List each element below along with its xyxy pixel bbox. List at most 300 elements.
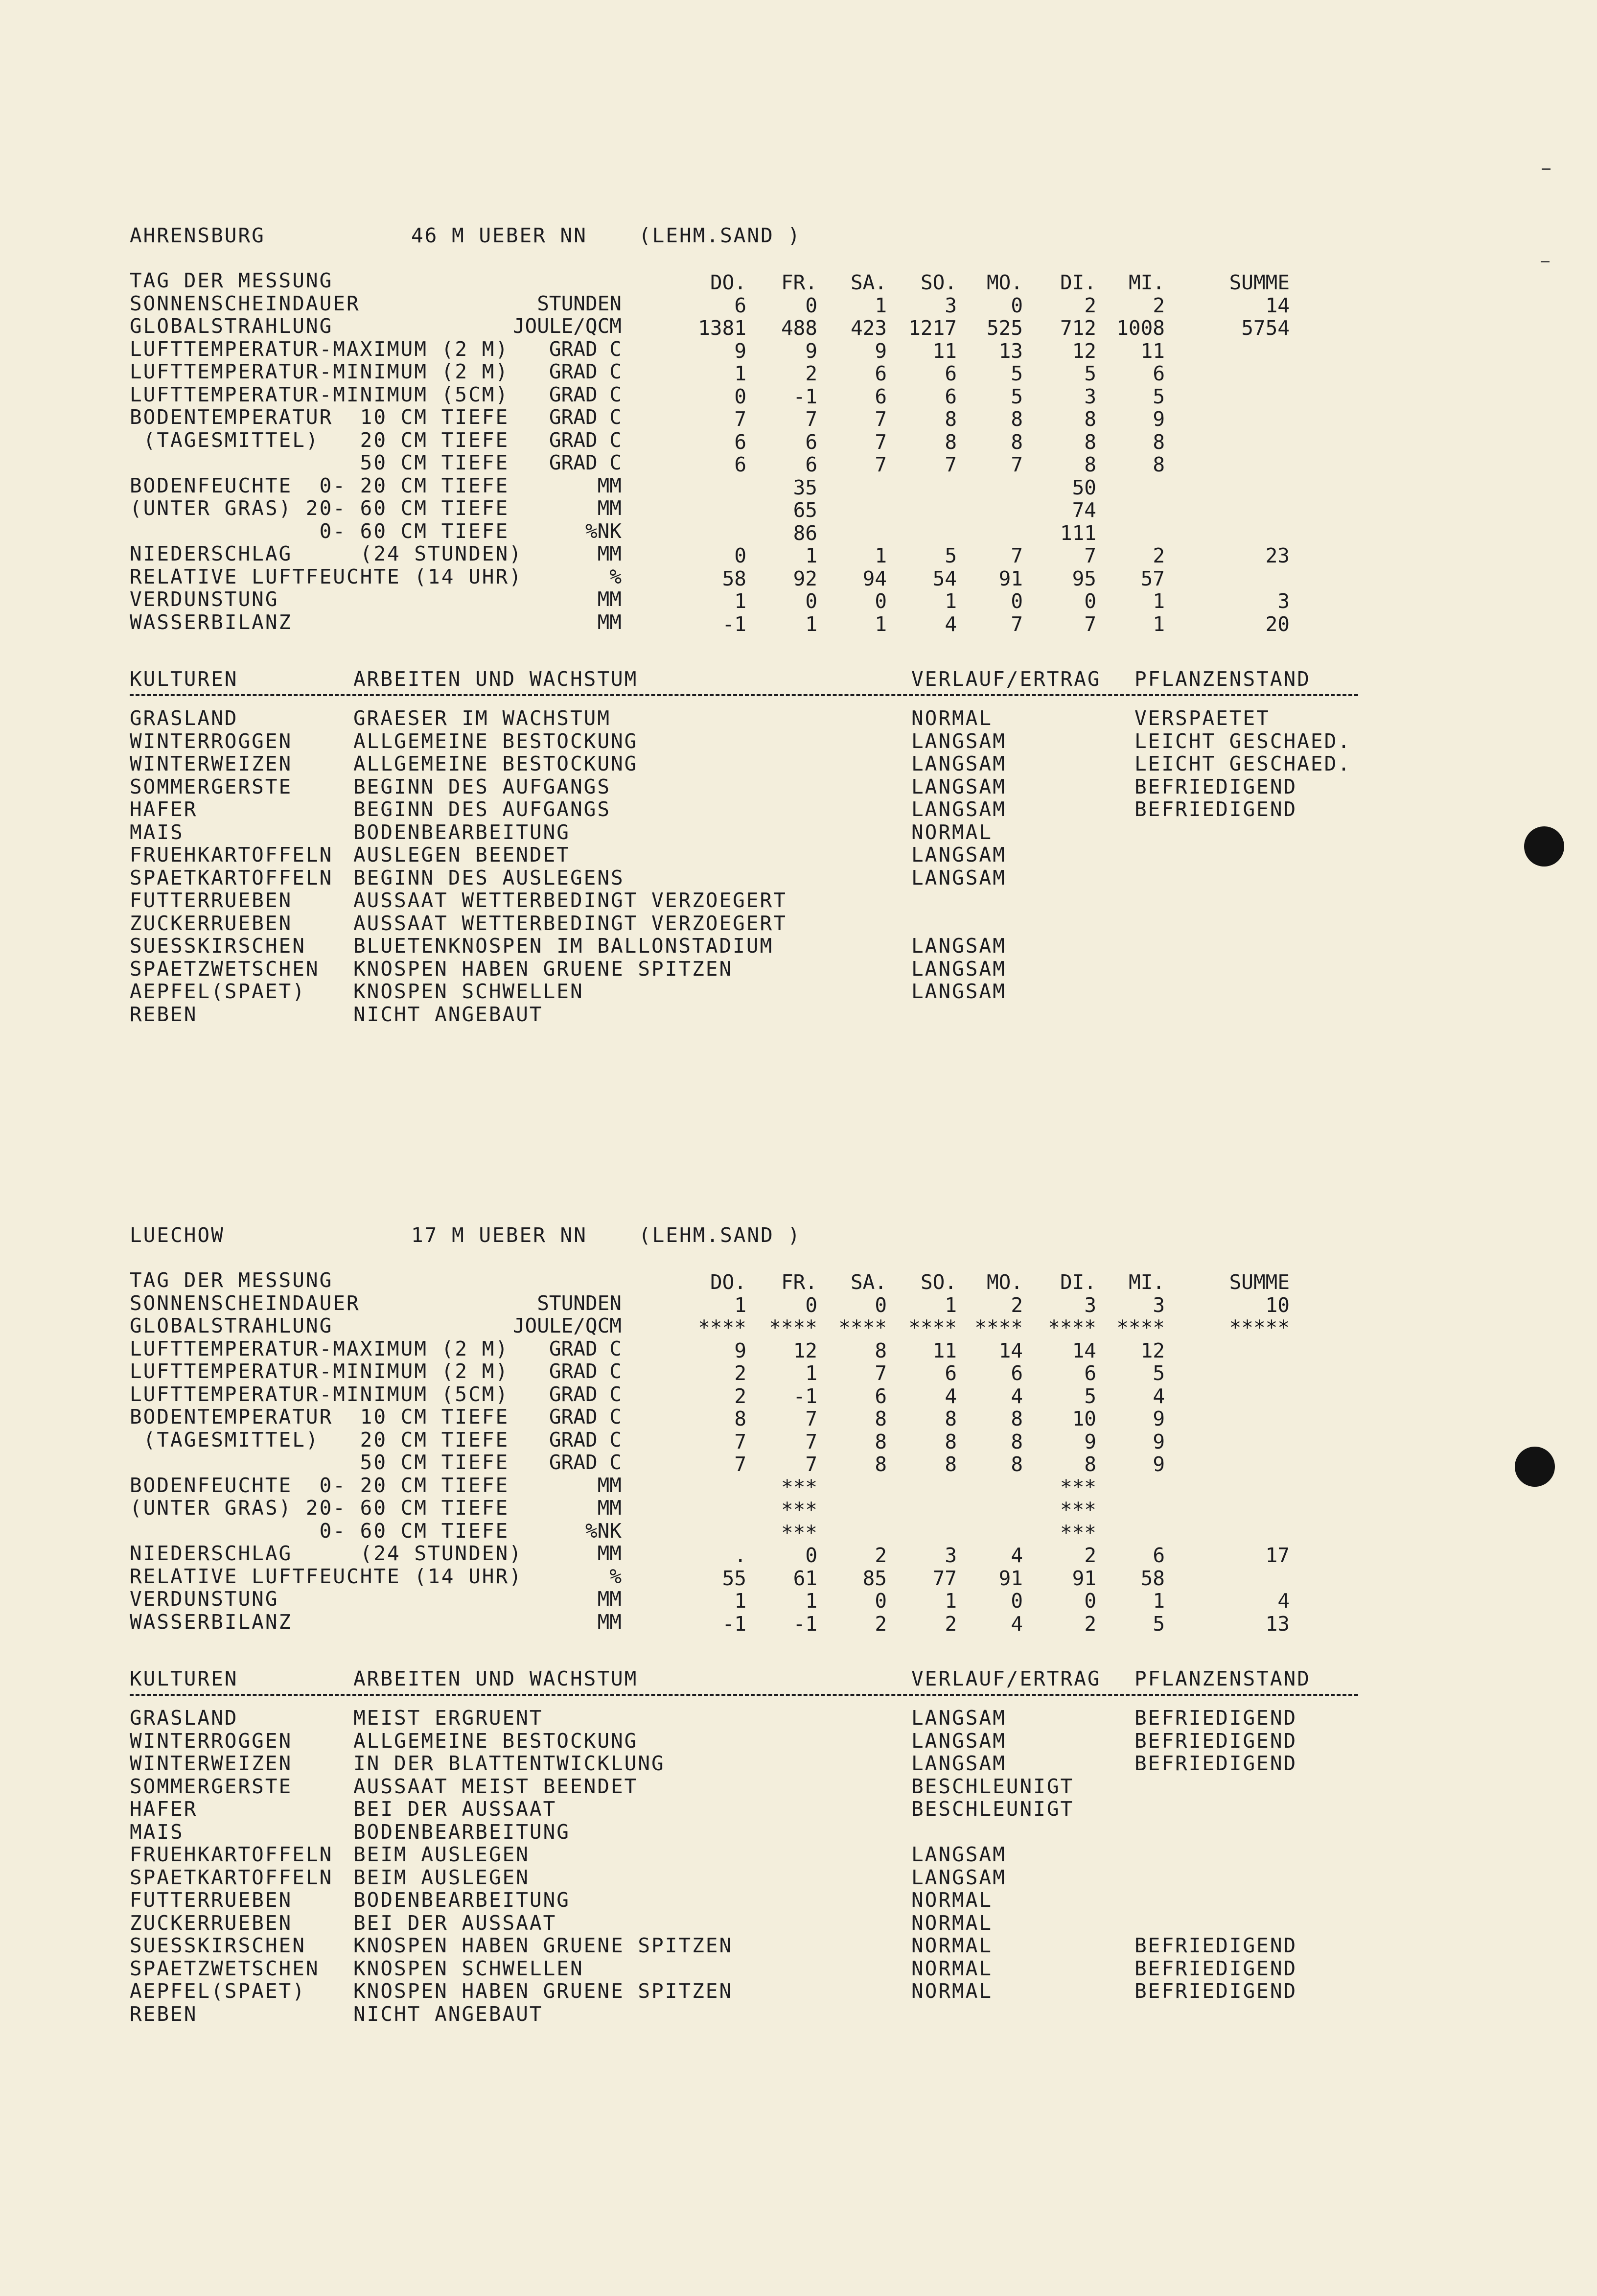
measure-value: 8 [1084,1453,1096,1476]
crop-work: KNOSPEN SCHWELLEN [353,980,584,1003]
crop-progress: LANGSAM [911,934,1006,958]
measure-value: 7 [875,430,887,454]
measure-value: 7 [945,453,957,476]
crop-name: SUESSKIRSCHEN [130,1934,306,1957]
crop-work: BLUETENKNOSPEN IM BALLONSTADIUM [353,934,774,958]
measure-value: 8 [1011,1407,1023,1430]
measure-label: VERDUNSTUNG [130,1587,279,1611]
crop-header-verlauf: VERLAUF/ERTRAG [911,667,1101,691]
crop-name: SPAETKARTOFFELN [130,866,333,890]
crop-name: GRASLAND [130,1706,238,1730]
measure-value: 61 [793,1566,817,1590]
measure-unit: STUNDEN [537,1291,622,1315]
measure-sum: 17 [1265,1544,1290,1567]
sum-header: SUMME [1229,1270,1290,1294]
measure-value: -1 [793,1384,817,1408]
crop-work: KNOSPEN HABEN GRUENE SPITZEN [353,957,733,981]
punch-hole-top [1524,826,1564,867]
measure-value: 0 [805,1293,817,1317]
crop-name: REBEN [130,1002,198,1026]
crop-header-arbeiten: ARBEITEN UND WACHSTUM [353,1667,638,1690]
day-header: MO. [986,271,1023,294]
measure-value: 6 [1084,1361,1096,1385]
day-header: DO. [710,1270,746,1294]
measure-value: 14 [998,1338,1023,1362]
measure-value: 1 [805,1589,817,1613]
measure-label: (TAGESMITTEL) 20 CM TIEFE [130,428,509,452]
measure-value: 423 [850,316,887,340]
measure-value: 5 [945,544,957,567]
measure-sum: ***** [1229,1316,1290,1339]
measure-unit: MM [597,587,622,611]
station-elevation: 46 M UEBER NN [411,224,587,247]
measure-value: 0 [805,1544,817,1567]
crop-work: GRAESER IM WACHSTUM [353,706,611,730]
crop-progress: LANGSAM [911,729,1006,753]
measure-value: 11 [932,339,957,363]
measure-value: 4 [1011,1384,1023,1408]
day-header: SA. [850,1270,887,1294]
measure-value: 57 [1140,566,1165,590]
crop-work: BEI DER AUSSAAT [353,1911,557,1935]
measure-value: -1 [793,384,817,408]
measure-unit: %NK [585,1519,622,1543]
measure-value: 9 [1153,1407,1165,1430]
crop-name: GRASLAND [130,706,238,730]
measure-label: (TAGESMITTEL) 20 CM TIEFE [130,1428,509,1452]
measure-value: 12 [1072,339,1096,363]
measure-value: 86 [793,521,817,545]
measure-value: 1217 [908,316,957,340]
station-soil: (LEHM.SAND ) [639,224,802,247]
measure-value: 1 [875,612,887,636]
measure-value: 8 [1011,430,1023,454]
crop-progress: LANGSAM [911,1729,1006,1753]
measure-unit: %NK [585,519,622,543]
crop-name: REBEN [130,2002,198,2026]
measure-value: 0 [1011,293,1023,317]
measure-value: 3 [1084,1293,1096,1317]
measure-value: 7 [734,407,746,431]
crop-header-arbeiten: ARBEITEN UND WACHSTUM [353,667,638,691]
measure-unit: GRAD C [549,428,622,452]
measure-value: **** [769,1316,817,1339]
measure-unit: JOULE/QCM [512,1314,622,1337]
measure-value: 8 [1011,1429,1023,1453]
measure-value: 8 [875,1453,887,1476]
crop-name: SOMMERGERSTE [130,774,293,798]
dashed-rule [130,694,1358,696]
day-header: MI. [1128,271,1165,294]
crop-name: WINTERWEIZEN [130,752,293,775]
crop-progress: LANGSAM [911,843,1006,867]
crop-condition: BEFRIEDIGEND [1134,1706,1297,1730]
measure-unit: GRAD C [549,1359,622,1383]
crop-condition: BEFRIEDIGEND [1134,1979,1297,2003]
measure-value: 91 [998,1566,1023,1590]
measure-value: 91 [1072,1566,1096,1590]
crop-progress: NORMAL [911,1911,993,1935]
measure-value: 9 [805,339,817,363]
crop-condition: BEFRIEDIGEND [1134,797,1297,821]
measure-value: 8 [1153,453,1165,476]
measure-value: 0 [805,589,817,613]
measure-value: 4 [945,1384,957,1408]
measure-value: 2 [1084,1612,1096,1636]
measure-unit: GRAD C [549,337,622,361]
measure-value: 5 [1153,1361,1165,1385]
measure-label: BODENTEMPERATUR 10 CM TIEFE [130,1405,509,1429]
crop-name: SOMMERGERSTE [130,1774,293,1798]
measure-value: 712 [1060,316,1096,340]
crop-progress: BESCHLEUNIGT [911,1774,1074,1798]
crop-work: BODENBEARBEITUNG [353,820,570,844]
measure-unit: MM [597,1542,622,1565]
crop-progress: LANGSAM [911,1843,1006,1866]
measure-value: 8 [875,1429,887,1453]
measure-unit: MM [597,1496,622,1520]
station-soil: (LEHM.SAND ) [639,1223,802,1247]
measure-value: 0 [875,1293,887,1317]
crop-name: SPAETZWETSCHEN [130,957,320,981]
measure-value: 91 [998,566,1023,590]
measure-value: 11 [932,1338,957,1362]
measure-unit: GRAD C [549,1336,622,1360]
measure-value: 8 [1153,430,1165,454]
measure-unit: STUNDEN [537,291,622,315]
margin-tick [1542,168,1551,170]
crop-work: BEIM AUSLEGEN [353,1843,530,1866]
crop-progress: NORMAL [911,1979,993,2003]
measure-label: RELATIVE LUFTFEUCHTE (14 UHR) [130,564,523,588]
measure-value: 5 [1153,384,1165,408]
measure-value: 5 [1153,1612,1165,1636]
measure-label: WASSERBILANZ [130,610,293,634]
measure-value: **** [1048,1316,1096,1339]
measure-value: 55 [722,1566,746,1590]
measure-value: **** [698,1316,746,1339]
station-elevation: 17 M UEBER NN [411,1223,587,1247]
measure-label: NIEDERSCHLAG (24 STUNDEN) [130,542,523,565]
measure-value: 58 [1140,1566,1165,1590]
measure-value: 95 [1072,566,1096,590]
crop-header-kulturen: KULTUREN [130,667,238,691]
crop-work: MEIST ERGRUENT [353,1706,543,1730]
measure-value: *** [781,1475,817,1499]
measure-value: 7 [875,453,887,476]
crop-progress: LANGSAM [911,752,1006,775]
day-header: FR. [781,1270,817,1294]
measure-value: 1 [805,1361,817,1385]
crop-progress: LANGSAM [911,1865,1006,1889]
day-label: TAG DER MESSUNG [130,269,333,292]
measure-value: 6 [875,362,887,385]
measure-value: 1381 [698,316,746,340]
measure-value: 7 [805,1453,817,1476]
crop-condition: LEICHT GESCHAED. [1134,729,1351,753]
measure-label: BODENFEUCHTE 0- 20 CM TIEFE [130,1473,509,1497]
crop-work: BEIM AUSLEGEN [353,1865,530,1889]
measure-sum: 10 [1265,1293,1290,1317]
dashed-rule [130,1694,1358,1696]
measure-value: 5 [1084,1384,1096,1408]
day-header: SO. [920,271,957,294]
measure-value: **** [1116,1316,1165,1339]
measure-value: 1 [945,589,957,613]
measure-label: WASSERBILANZ [130,1610,293,1634]
measure-unit: GRAD C [549,451,622,474]
measure-unit: MM [597,1473,622,1497]
measure-value: *** [781,1498,817,1522]
measure-value: 7 [1084,544,1096,567]
measure-value: 0 [1011,1589,1023,1613]
measure-value: 8 [945,407,957,431]
measure-label: SONNENSCHEINDAUER [130,1291,360,1315]
crop-work: IN DER BLATTENTWICKLUNG [353,1752,665,1775]
measure-unit: MM [597,1610,622,1634]
measure-value: 35 [793,475,817,499]
measure-value: 1 [734,362,746,385]
measure-value: 8 [1011,407,1023,431]
crop-condition: BEFRIEDIGEND [1134,1956,1297,1980]
station-name: AHRENSBURG [130,224,265,247]
crop-progress: NORMAL [911,706,993,730]
measure-value: 4 [1011,1544,1023,1567]
measure-value: 1 [945,1293,957,1317]
measure-value: 1 [805,612,817,636]
measure-unit: % [609,1564,622,1588]
measure-sum: 13 [1265,1612,1290,1636]
measure-value: *** [1060,1521,1096,1545]
measure-value: -1 [793,1612,817,1636]
measure-value: 92 [793,566,817,590]
measure-sum: 4 [1277,1589,1290,1613]
crop-work: NICHT ANGEBAUT [353,2002,543,2026]
measure-value: 10 [1072,1407,1096,1430]
crop-name: MAIS [130,820,184,844]
measure-value: **** [974,1316,1023,1339]
crop-condition: LEICHT GESCHAED. [1134,752,1351,775]
measure-value: 1 [875,293,887,317]
measure-value: 2 [945,1612,957,1636]
measure-value: 7 [875,1361,887,1385]
day-header: FR. [781,271,817,294]
crop-progress: BESCHLEUNIGT [911,1797,1074,1821]
measure-value: 7 [1084,612,1096,636]
measure-value: 77 [932,1566,957,1590]
measure-label: SONNENSCHEINDAUER [130,291,360,315]
measure-value: 6 [875,1384,887,1408]
crop-progress: NORMAL [911,820,993,844]
measure-value: 9 [734,339,746,363]
crop-name: WINTERWEIZEN [130,1752,293,1775]
measure-label: (UNTER GRAS) 20- 60 CM TIEFE [130,1496,509,1520]
crop-name: ZUCKERRUEBEN [130,911,293,935]
measure-value: 8 [875,1407,887,1430]
measure-value: 94 [862,566,887,590]
measure-value: 54 [932,566,957,590]
measure-value: 7 [734,1429,746,1453]
measure-value: 7 [1011,544,1023,567]
crop-name: ZUCKERRUEBEN [130,1911,293,1935]
measure-value: 6 [805,430,817,454]
measure-value: 6 [1153,1544,1165,1567]
crop-work: BODENBEARBEITUNG [353,1888,570,1912]
measure-value: 4 [1153,1384,1165,1408]
measure-value: 9 [1153,1453,1165,1476]
measure-label: LUFTTEMPERATUR-MINIMUM (5CM) [130,382,509,406]
measure-value: 11 [1140,339,1165,363]
measure-value: 85 [862,1566,887,1590]
measure-value: 0 [1011,589,1023,613]
crop-work: BEGINN DES AUFGANGS [353,774,611,798]
measure-sum: 23 [1265,544,1290,567]
crop-progress: LANGSAM [911,1752,1006,1775]
measure-value: **** [838,1316,887,1339]
measure-value: 5 [1011,384,1023,408]
measure-value: 6 [1011,1361,1023,1385]
measure-value: 1 [875,544,887,567]
measure-value: 3 [945,1544,957,1567]
measure-value: 1008 [1116,316,1165,340]
crop-progress: LANGSAM [911,866,1006,890]
measure-value: 2 [875,1544,887,1567]
measure-value: 2 [875,1612,887,1636]
day-header: SA. [850,271,887,294]
measure-value: 7 [875,407,887,431]
measure-value: 2 [734,1361,746,1385]
crop-work: KNOSPEN HABEN GRUENE SPITZEN [353,1934,733,1957]
crop-progress: NORMAL [911,1934,993,1957]
measure-value: 9 [1153,407,1165,431]
measure-label: RELATIVE LUFTFEUCHTE (14 UHR) [130,1564,523,1588]
measure-value: 7 [805,1429,817,1453]
measure-value: -1 [722,612,746,636]
crop-name: AEPFEL(SPAET) [130,1979,306,2003]
measure-value: 9 [875,339,887,363]
measure-unit: MM [597,496,622,520]
crop-condition: BEFRIEDIGEND [1134,774,1297,798]
measure-value: -1 [722,1612,746,1636]
measure-value: 488 [781,316,817,340]
day-header: MI. [1128,1270,1165,1294]
crop-work: AUSSAAT WETTERBEDINGT VERZOEGERT [353,889,787,912]
crop-condition: BEFRIEDIGEND [1134,1934,1297,1957]
crop-progress: NORMAL [911,1956,993,1980]
measure-value: 0 [875,589,887,613]
margin-tick [1541,261,1550,262]
crop-name: FRUEHKARTOFFELN [130,1843,333,1866]
measure-value: 111 [1060,521,1096,545]
measure-value: 6 [875,384,887,408]
measure-unit: GRAD C [549,1428,622,1452]
measure-value: 2 [805,362,817,385]
measure-value: 7 [805,1407,817,1430]
measure-value: 4 [945,612,957,636]
measure-value: 7 [1011,453,1023,476]
punch-hole-bottom [1515,1447,1555,1487]
crop-progress: LANGSAM [911,980,1006,1003]
measure-unit: GRAD C [549,360,622,383]
measure-label: 50 CM TIEFE [130,1451,509,1474]
measure-label: (UNTER GRAS) 20- 60 CM TIEFE [130,496,509,520]
measure-sum: 14 [1265,293,1290,317]
crop-progress: LANGSAM [911,957,1006,981]
measure-value: 13 [998,339,1023,363]
crop-name: SUESSKIRSCHEN [130,934,306,958]
day-header: DO. [710,271,746,294]
measure-value: 8 [1011,1453,1023,1476]
measure-value: 4 [1011,1612,1023,1636]
measure-value: 6 [945,1361,957,1385]
measure-label: 0- 60 CM TIEFE [130,1519,509,1543]
crop-name: FUTTERRUEBEN [130,889,293,912]
crop-name: FRUEHKARTOFFELN [130,843,333,867]
measure-value: 1 [945,1589,957,1613]
measure-value: 0 [805,293,817,317]
measure-value: 1 [805,544,817,567]
measure-value: 525 [986,316,1023,340]
measure-value: 12 [793,1338,817,1362]
crop-progress: LANGSAM [911,1706,1006,1730]
measure-value: 12 [1140,1338,1165,1362]
measure-value: 3 [1084,384,1096,408]
measure-value: 8 [734,1407,746,1430]
measure-unit: GRAD C [549,1382,622,1406]
crop-header-kulturen: KULTUREN [130,1667,238,1690]
crop-condition: BEFRIEDIGEND [1134,1752,1297,1775]
measure-label: GLOBALSTRAHLUNG [130,1314,333,1337]
crop-header-pflanzenstand: PFLANZENSTAND [1134,1667,1311,1690]
crop-work: BEGINN DES AUFGANGS [353,797,611,821]
measure-sum: 3 [1277,589,1290,613]
day-label: TAG DER MESSUNG [130,1268,333,1292]
crop-progress: LANGSAM [911,774,1006,798]
measure-value: 7 [1011,612,1023,636]
crop-work: AUSSAAT MEIST BEENDET [353,1774,638,1798]
measure-value: 0 [1084,589,1096,613]
measure-label: LUFTTEMPERATUR-MINIMUM (5CM) [130,1382,509,1406]
measure-unit: GRAD C [549,1451,622,1474]
crop-work: AUSLEGEN BEENDET [353,843,570,867]
measure-value: 0 [1084,1589,1096,1613]
crop-work: ALLGEMEINE BESTOCKUNG [353,729,638,753]
measure-unit: GRAD C [549,1405,622,1429]
measure-value: 8 [945,1429,957,1453]
day-header: SO. [920,1270,957,1294]
measure-value: 7 [805,407,817,431]
measure-value: 8 [1084,407,1096,431]
measure-value: 8 [945,1453,957,1476]
crop-name: WINTERROGGEN [130,1729,293,1753]
measure-value: 5 [1011,362,1023,385]
sum-header: SUMME [1229,271,1290,294]
crop-work: NICHT ANGEBAUT [353,1002,543,1026]
crop-work: KNOSPEN HABEN GRUENE SPITZEN [353,1979,733,2003]
measure-value: 1 [1153,612,1165,636]
measure-label: 50 CM TIEFE [130,451,509,474]
measure-unit: % [609,564,622,588]
measure-label: VERDUNSTUNG [130,587,279,611]
crop-condition: VERSPAETET [1134,706,1270,730]
day-header: MO. [986,1270,1023,1294]
measure-value: 1 [734,1293,746,1317]
measure-unit: MM [597,610,622,634]
crop-name: HAFER [130,797,198,821]
measure-label: LUFTTEMPERATUR-MAXIMUM (2 M) [130,1336,509,1360]
crop-name: SPAETKARTOFFELN [130,1865,333,1889]
crop-header-pflanzenstand: PFLANZENSTAND [1134,667,1311,691]
